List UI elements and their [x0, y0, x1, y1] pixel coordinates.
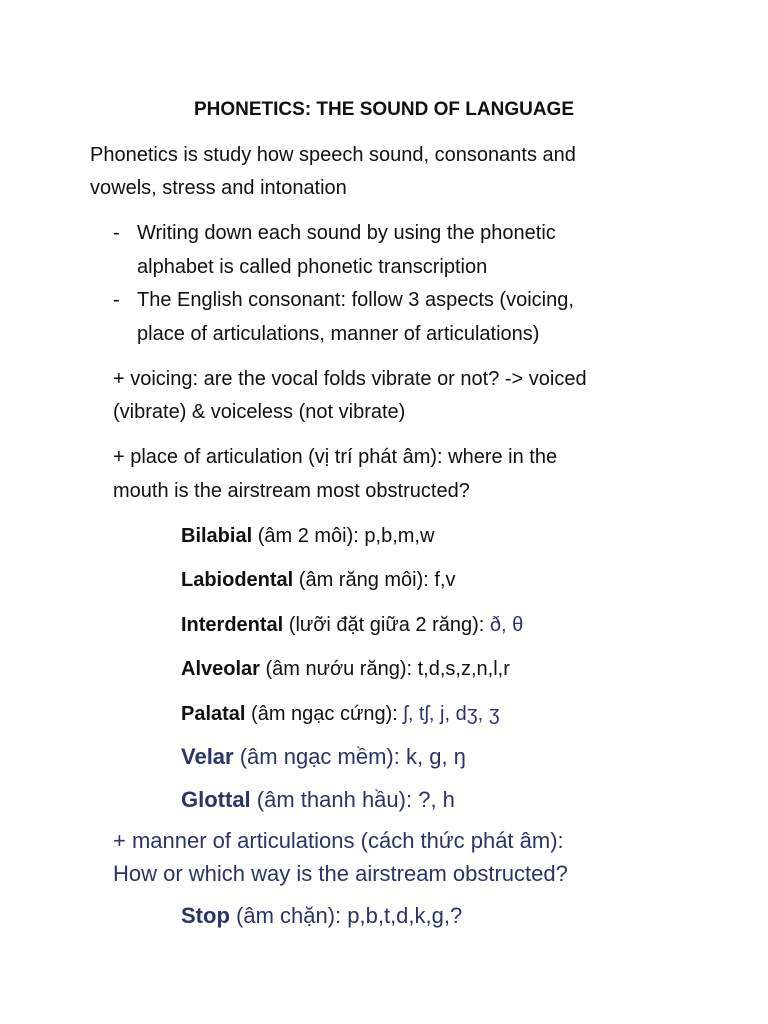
sounds: p,b,m,w — [364, 525, 435, 547]
place-item-bilabial — [181, 524, 434, 548]
sounds: p,b,t,d,k,g,? — [347, 903, 463, 928]
term: Velar — [181, 744, 234, 769]
term: Glottal — [181, 787, 251, 812]
place-item-velar — [181, 745, 466, 769]
bullet-text: alphabet is called phonetic transcription — [137, 256, 488, 278]
place-item-labiodental — [181, 568, 456, 592]
place-line: mouth is the airstream most obstructed? — [113, 480, 470, 502]
desc: (âm thanh hầu): — [250, 787, 419, 812]
place-item-alveolar — [181, 657, 510, 681]
sounds: f,v — [434, 569, 456, 591]
sounds: k, g, ŋ — [405, 744, 466, 769]
voicing-line: + voicing: are the vocal folds vibrate or not? -> voiced — [113, 368, 587, 390]
sounds: ð, θ — [489, 614, 524, 636]
term: Bilabial — [181, 525, 253, 547]
term: Alveolar — [181, 658, 260, 680]
sounds: t,d,s,z,n,l,r — [417, 658, 510, 680]
place-item-glottal — [181, 788, 455, 812]
place-item-palatal — [181, 702, 500, 726]
term: Interdental — [181, 614, 284, 636]
place-line: + place of articulation (vị trí phát âm): where in the — [113, 446, 558, 468]
desc: (âm ngạc cứng): — [245, 703, 404, 725]
desc: (âm chặn): — [229, 903, 348, 928]
place-item-interdental — [181, 613, 523, 637]
manner-line: + manner of articulations (cách thức phát âm): — [113, 828, 564, 853]
bullet-text: Writing down each sound by using the phonetic — [137, 222, 556, 244]
bullet-marker: - — [113, 289, 120, 311]
sounds: ʃ, tʃ, j, dʒ, ʒ — [403, 703, 500, 725]
manner-line: How or which way is the airstream obstructed? — [113, 861, 568, 886]
page-title: PHONETICS: THE SOUND OF LANGUAGE — [193, 99, 574, 120]
desc: (lưỡi đặt giữa 2 răng): — [283, 614, 490, 636]
voicing-line: (vibrate) & voiceless (not vibrate) — [113, 401, 406, 423]
desc: (âm ngạc mềm): — [233, 744, 406, 769]
intro-line: vowels, stress and intonation — [90, 177, 347, 199]
intro-line: Phonetics is study how speech sound, consonants and — [90, 144, 576, 166]
bullet-marker: - — [113, 222, 120, 244]
bullet-text: The English consonant: follow 3 aspects (voicing, — [137, 289, 574, 311]
sounds: ?, h — [418, 787, 455, 812]
term: Palatal — [181, 703, 246, 725]
manner-item-stop — [181, 904, 462, 928]
term: Stop — [181, 903, 230, 928]
desc: (âm răng môi): — [293, 569, 435, 591]
bullet-text: place of articulations, manner of articulations) — [137, 323, 540, 345]
desc: (âm 2 môi): — [252, 525, 365, 547]
term: Labiodental — [181, 569, 294, 591]
desc: (âm nướu răng): — [259, 658, 418, 680]
